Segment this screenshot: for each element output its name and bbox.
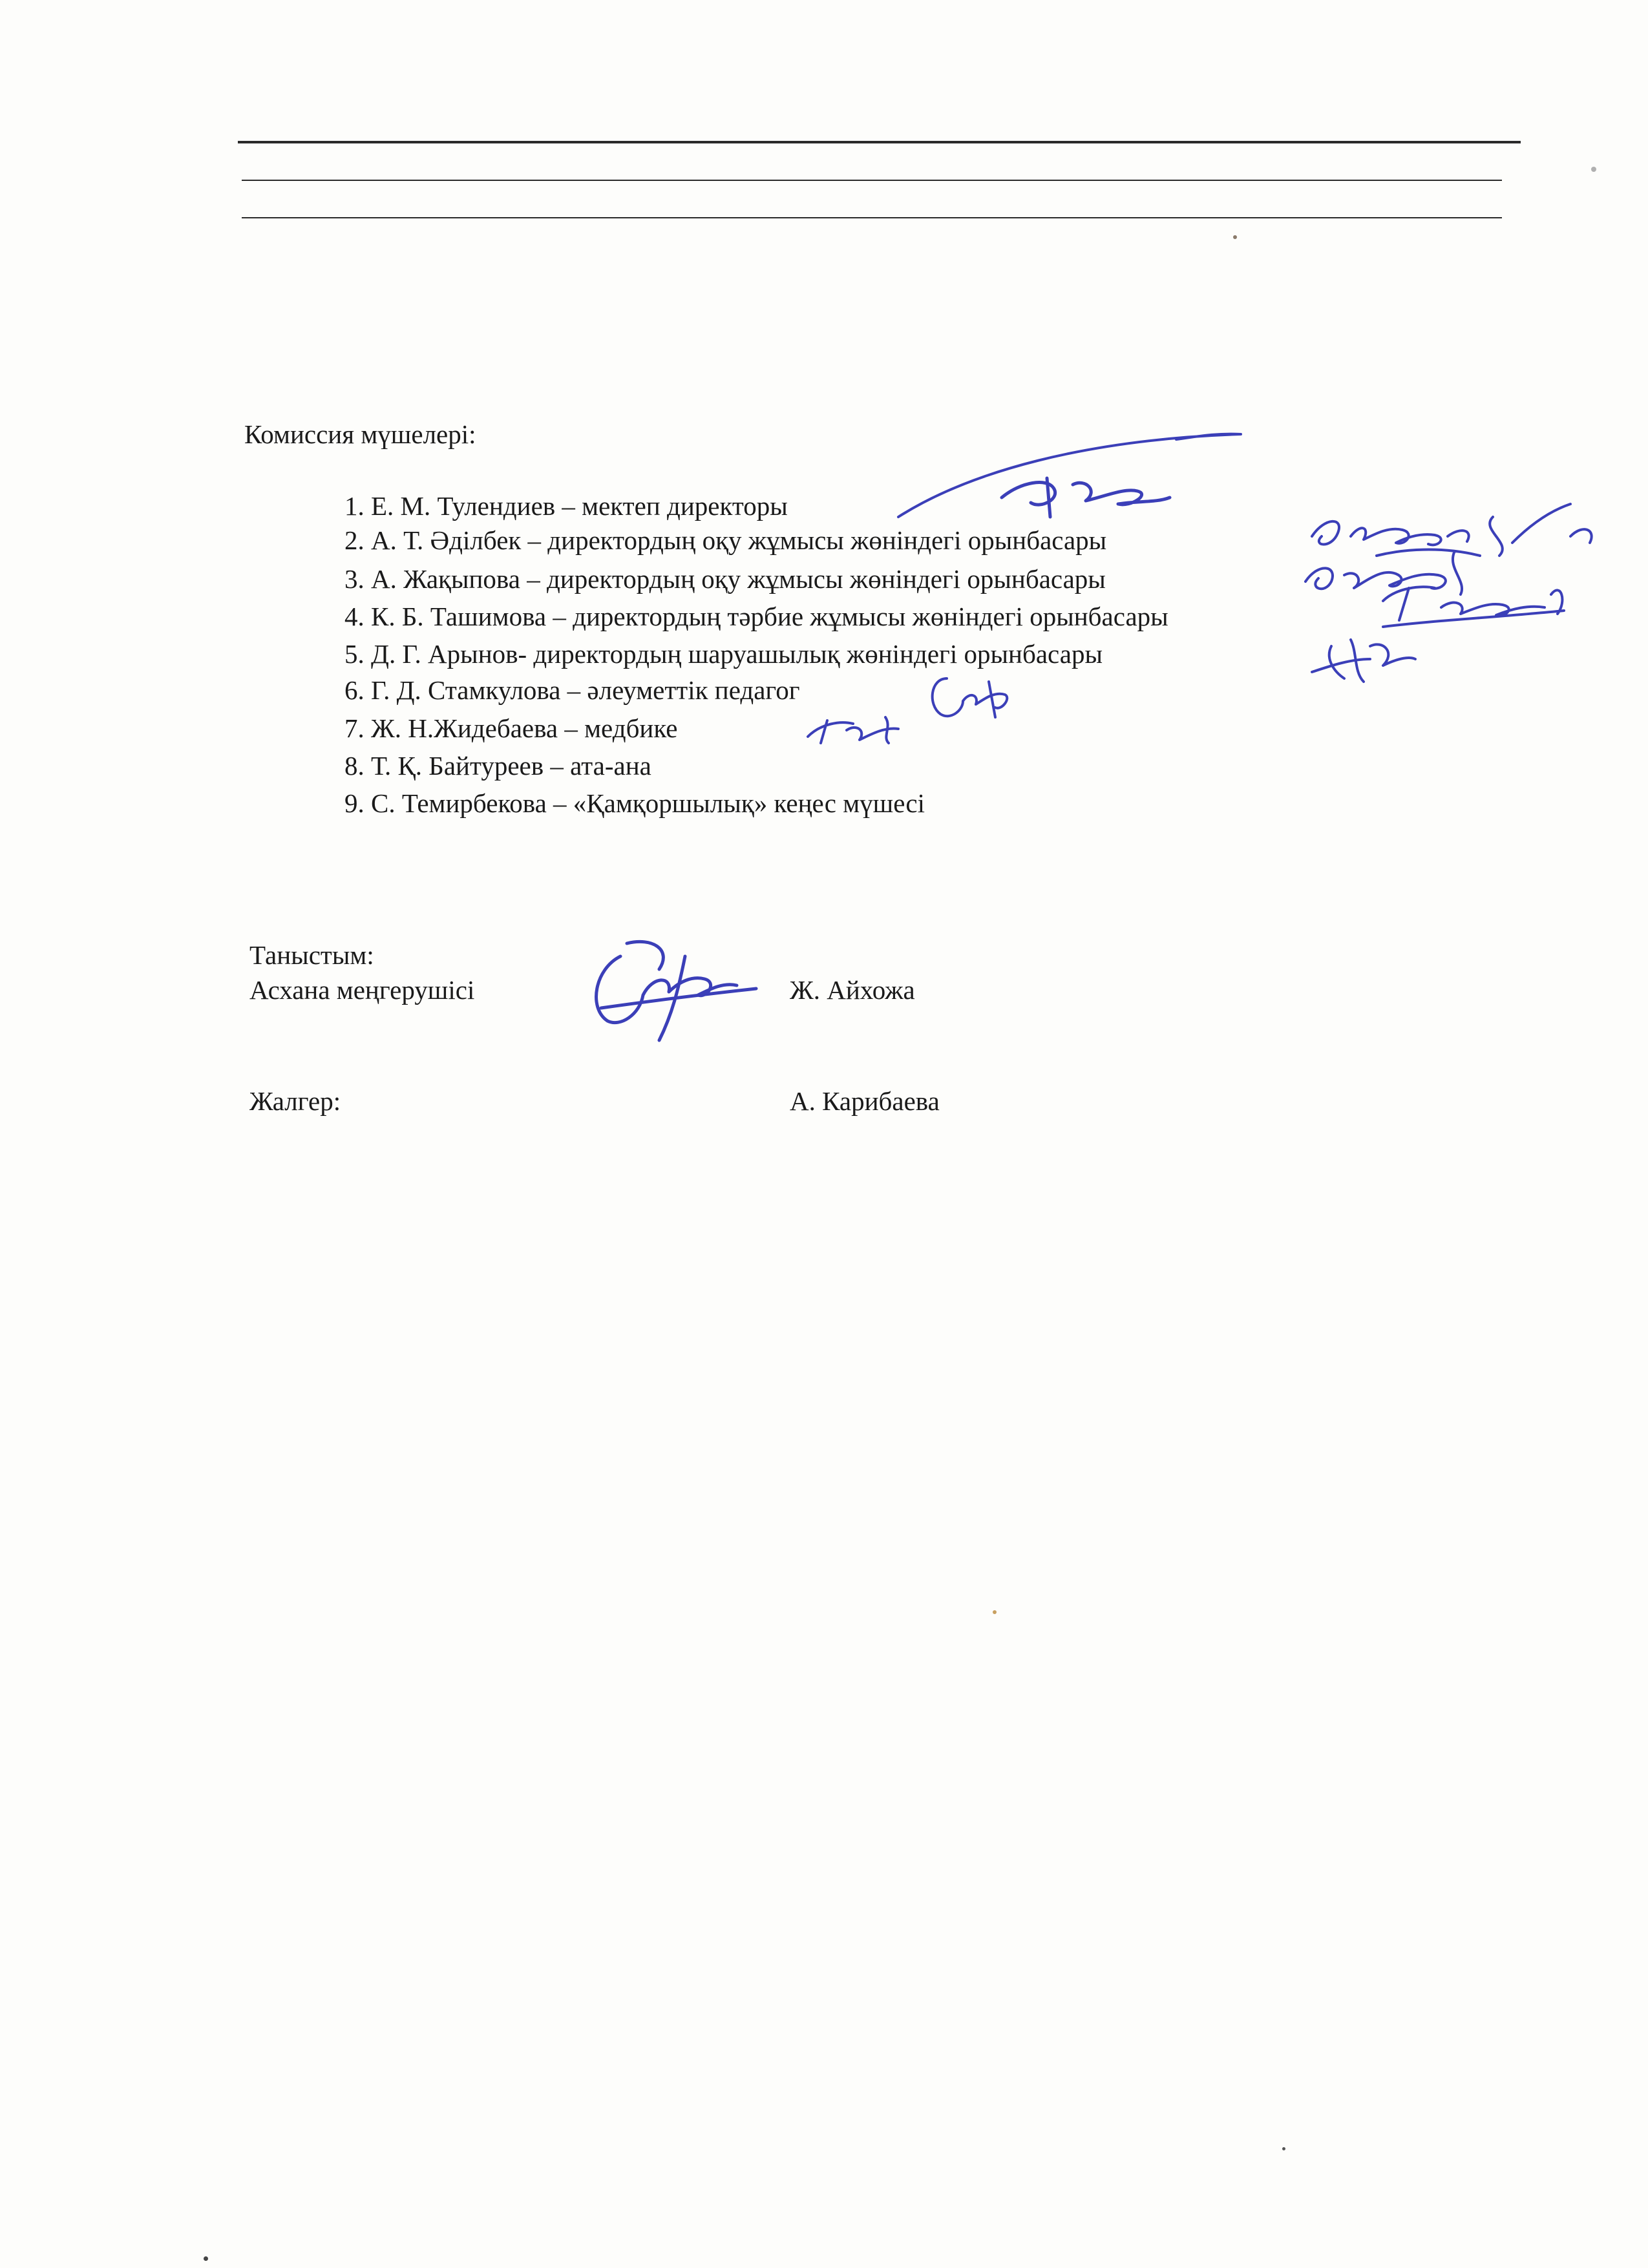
member-5: 5. Д. Г. Арынов- директордың шаруашылық жөніндегі орынбасары <box>344 639 1103 669</box>
scan-speck <box>993 1610 997 1614</box>
scan-speck <box>1233 235 1237 239</box>
commission-heading: Комиссия мүшелері: <box>244 419 476 449</box>
member-1: 1. Е. М. Тулендиев – мектеп директоры <box>344 491 788 521</box>
scan-speck <box>204 2256 208 2261</box>
scan-speck <box>1282 2147 1285 2150</box>
member-3: 3. А. Жақыпова – директордың оқу жұмысы жөніндегі орынбасары <box>344 564 1106 594</box>
member-2: 2. А. Т. Әділбек – директордың оқу жұмысы жөніндегі орынбасары <box>344 525 1107 555</box>
acknowledged-name: Ж. Айхожа <box>790 975 915 1005</box>
member-8: 8. Т. Қ. Байтуреев – ата-ана <box>344 751 651 781</box>
signature-7 <box>801 704 911 750</box>
scan-speck <box>1591 167 1596 172</box>
signature-5 <box>1305 620 1422 691</box>
top-rule-1 <box>238 141 1521 143</box>
top-rule-3 <box>242 217 1502 218</box>
member-7: 7. Ж. Н.Жидебаева – медбике <box>344 713 678 743</box>
tenant-name: А. Карибаева <box>790 1086 940 1116</box>
member-9: 9. С. Темирбекова – «Қамқоршылық» кеңес мүшесі <box>344 788 925 818</box>
member-4: 4. К. Б. Ташимова – директордың тәрбие жұмысы жөніндегі орынбасары <box>344 602 1168 631</box>
top-rule-2 <box>242 180 1502 181</box>
acknowledged-label: Танысты​м: <box>249 940 374 970</box>
acknowledged-role: Асхана меңгерушісі <box>249 975 475 1005</box>
signature-1 <box>892 420 1254 530</box>
member-6: 6. Г. Д. Стамкулова – әлеуметтік педагог <box>344 675 800 705</box>
signature-6 <box>924 666 1015 724</box>
tenant-role: Жалгер: <box>249 1086 341 1116</box>
signature-8 <box>582 930 763 1047</box>
